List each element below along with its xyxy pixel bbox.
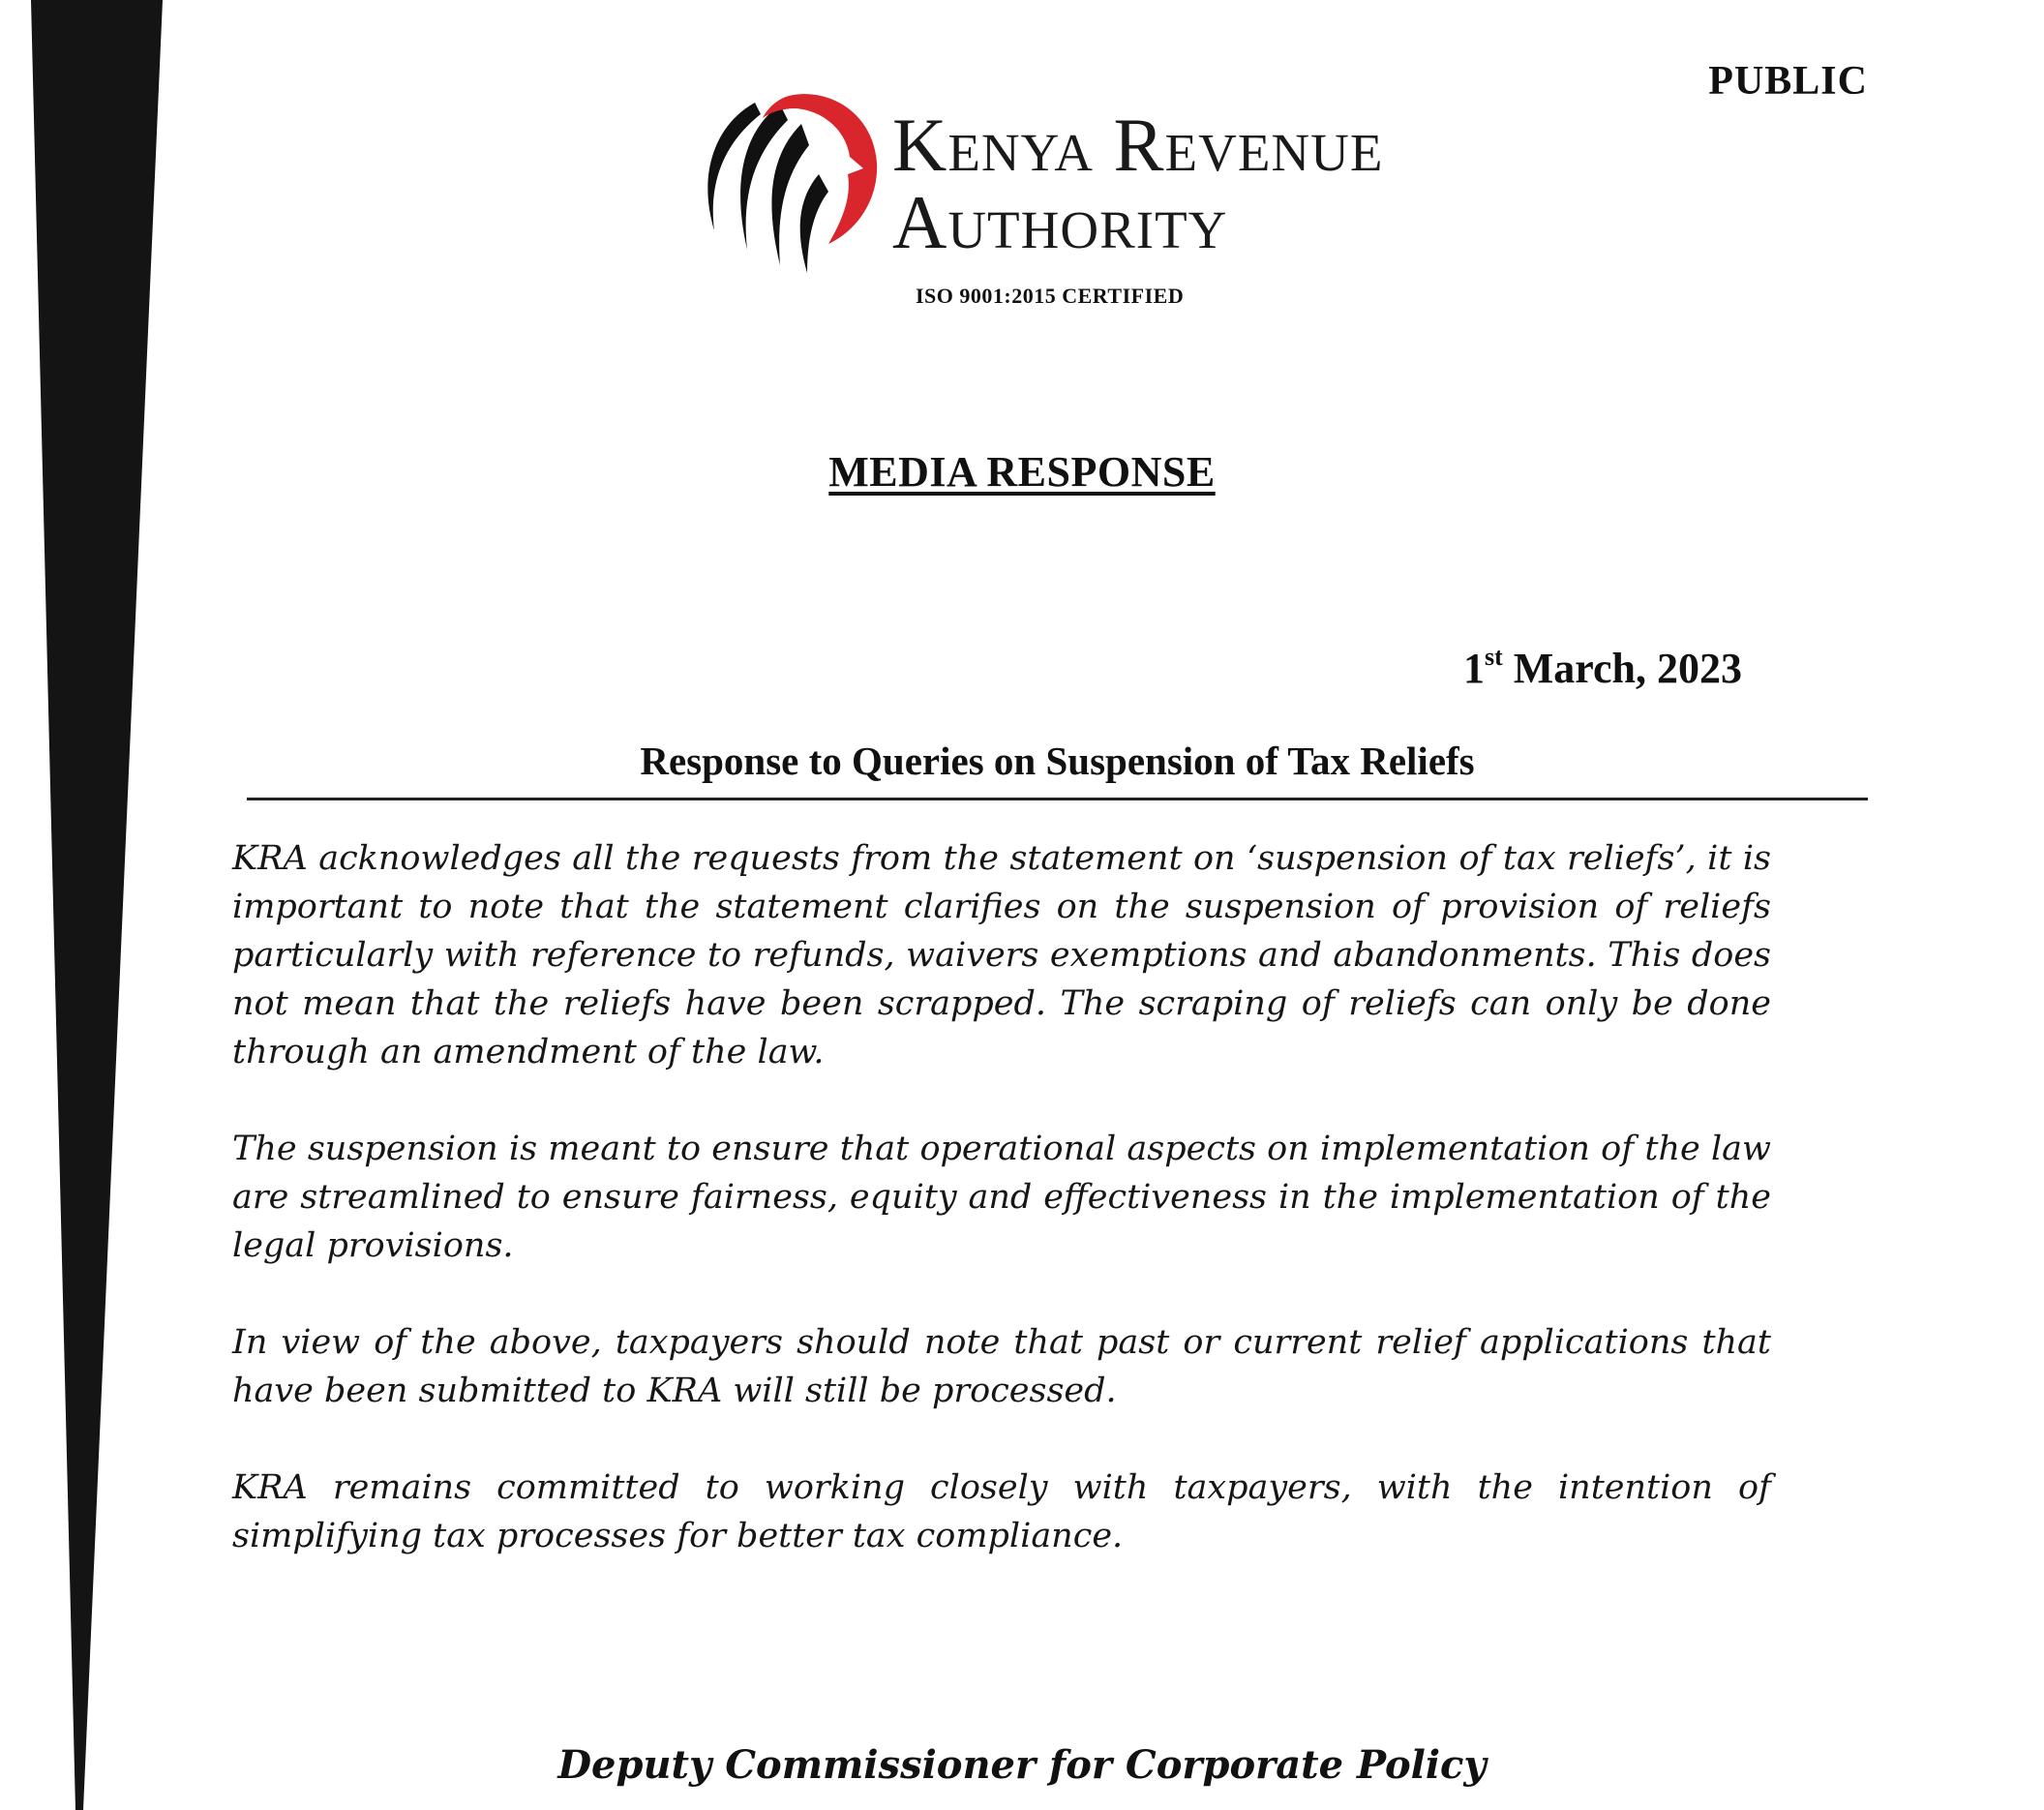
document-title: Response to Queries on Suspension of Tax Reliefs bbox=[247, 738, 1868, 800]
body-paragraph: KRA acknowledges all the requests from the statement on ‘suspension of tax reliefs’, it is important to note that the statement clarifies on the suspension of provision of reliefs particularly with reference to refunds, waivers exemptions and abandonments. This does not mean that the reliefs have been scrapped. The scraping of reliefs can only be done through an amendment of the law. bbox=[232, 839, 1771, 1071]
organization-name-line1: Kenya Revenue bbox=[892, 103, 1384, 187]
document-type bbox=[0, 447, 2044, 497]
decorative-left-bar bbox=[0, 0, 174, 1810]
classification-label: PUBLIC bbox=[1708, 59, 1868, 104]
body-paragraph: KRA remains committed to working closely with taxpayers, with the intention of simplifying tax processes for better tax compliance. bbox=[232, 1468, 1771, 1555]
organization-name bbox=[892, 103, 1492, 264]
date-rest: March, 2023 bbox=[1502, 645, 1742, 692]
body-paragraph: In view of the above, taxpayers should note that past or current relief applications that have been submitted to KRA will still be processed. bbox=[232, 1323, 1771, 1410]
document-date bbox=[1258, 643, 1742, 693]
organization-name-line2: Authority bbox=[892, 180, 1228, 264]
body-paragraph: The suspension is meant to ensure that operational aspects on implementation of the law are streamlined to ensure fairness, equity and effectiveness in the implementation of the legal provisions. bbox=[232, 1130, 1771, 1265]
lion-emblem-icon bbox=[687, 85, 890, 279]
date-day: 1 bbox=[1462, 645, 1485, 692]
document-type-text: MEDIA RESPONSE bbox=[828, 448, 1216, 496]
iso-certification: ISO 9001:2015 CERTIFIED bbox=[916, 284, 1185, 308]
kra-logo bbox=[687, 85, 1481, 317]
document-body bbox=[232, 834, 1771, 1609]
date-suffix: st bbox=[1484, 643, 1503, 671]
signatory: Deputy Commissioner for Corporate Policy bbox=[557, 1742, 1487, 1788]
